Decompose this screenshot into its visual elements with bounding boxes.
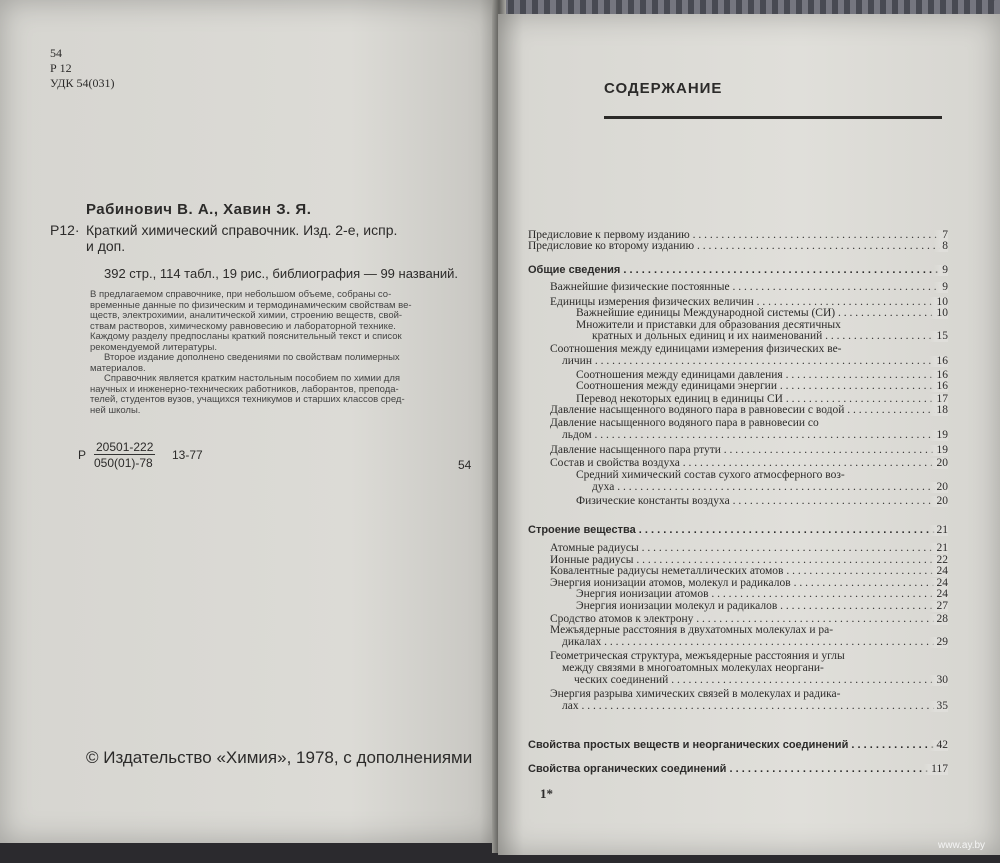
toc-entry-title: Множители и приставки для образования десятичных <box>576 320 841 331</box>
toc-entry-title: Строение вещества . . . <box>528 525 948 536</box>
toc-entry-title: Давление насыщенного водяного пара в равновесии со <box>550 418 819 429</box>
author-line: Рабинович В. А., Хавин З. Я. <box>86 201 312 218</box>
toc-entry-title: Общие сведения . . . <box>528 265 948 276</box>
toc-entry <box>550 543 948 555</box>
toc-entry-title: Соотношения между единицами энергии . . . <box>576 381 948 392</box>
toc-entry-page: 8 <box>934 241 948 252</box>
annotation-line: научных и инженерно-технических работников, лаборантов, препода- <box>90 383 399 395</box>
toc-entry <box>592 331 948 343</box>
toc-entry-title: Энергия ионизации атомов . . . <box>576 589 948 600</box>
toc-entry-title: Энергия ионизации атомов, молекул и радикалов . . . <box>550 578 948 589</box>
watermark: www.ay.by <box>938 840 986 851</box>
toc-entry-title: Сродство атомов к электрону . . . <box>550 614 948 625</box>
contents-heading: СОДЕРЖАНИЕ <box>604 80 723 97</box>
annotation-line: ней школы. <box>90 404 141 416</box>
toc-entry-page: 9 <box>934 282 948 293</box>
toc-entry-page: 29 <box>929 637 949 648</box>
meta-line-2: Р 12 <box>50 61 72 75</box>
toc-entry <box>562 637 948 649</box>
toc-entry <box>550 445 948 457</box>
toc-entry-title: личин . . . <box>562 356 948 367</box>
toc-entry <box>528 241 948 253</box>
toc-entry-page: 10 <box>929 308 949 319</box>
toc-entry-page: 7 <box>934 230 948 241</box>
toc-entry-page: 16 <box>929 370 949 381</box>
toc-entry-title: Свойства органических соединений . . . <box>528 764 948 775</box>
toc-entry-page: 30 <box>929 675 949 686</box>
toc-entry-page: 18 <box>929 405 949 416</box>
toc-entry <box>574 675 948 687</box>
annotation-line: ществ, электрохимии, аналитической химии, строению веществ, свой- <box>90 310 403 321</box>
toc-entry-title: лах . . . <box>562 701 941 712</box>
toc-entry <box>576 496 948 508</box>
toc-entry-title: Физические константы воздуха . . . <box>576 496 948 507</box>
annotation-line: временные данные по физическим и термодинамическим свойствам ве- <box>90 299 412 311</box>
toc-entry-page: 21 <box>929 525 949 536</box>
annotation-line: рекомендуемой литературы. <box>90 341 217 353</box>
code-suffix: 13-77 <box>172 448 203 462</box>
toc-entry <box>576 470 948 482</box>
toc-entry-page: 21 <box>929 543 949 554</box>
toc-entry-title: кратных и дольных единиц и их наименований . . . <box>592 331 948 342</box>
toc-entry-page: 20 <box>929 496 949 507</box>
annotation-line: Второе издание дополнено сведениями по свойствам полимерных <box>104 352 400 363</box>
toc-entry-page: 24 <box>929 578 949 589</box>
toc-entry <box>550 344 948 356</box>
annotation-line: материалов. <box>90 362 146 374</box>
toc-entry-title: льдом . . . <box>562 430 948 441</box>
toc-entry-title: Межъядерные расстояния в двухатомных молекулах и ра- <box>550 625 834 636</box>
toc-entry-title: Важнейшие единицы Международной системы (СИ) . . . <box>576 308 948 319</box>
meta-line-1: 54 <box>50 46 62 60</box>
toc-entry-page: 24 <box>929 566 949 577</box>
toc-entry <box>576 589 948 601</box>
toc-entry-page: 22 <box>929 555 949 566</box>
toc-entry-title: Ковалентные радиусы неметаллических атомов . . . <box>550 566 948 577</box>
toc-entry-title: Ионные радиусы . . . <box>550 555 948 566</box>
toc-entry-title: Предисловие ко второму изданию . . . <box>528 241 948 252</box>
meta-line-3: УДК 54(031) <box>50 76 115 90</box>
toc-entry-page: 20 <box>929 458 949 469</box>
toc-entry <box>562 701 948 713</box>
copyright-line: © Издательство «Химия», 1978, с дополнениями <box>86 748 473 767</box>
toc-entry-title: Состав и свойства воздуха . . . <box>550 458 948 469</box>
annotation-line: ствам растворов, химическому равновесию и лабораторной технике. <box>90 320 396 332</box>
toc-entry <box>550 689 948 701</box>
book-title-line-2: и доп. <box>86 238 126 254</box>
toc-entry <box>576 381 948 393</box>
toc-entry-page: 9 <box>934 265 948 276</box>
toc-entry-page: 24 <box>929 589 949 600</box>
toc-entry <box>550 282 948 294</box>
toc-entry-title: Давление насыщенного пара ртути . . . <box>550 445 948 456</box>
toc-entry-page: 15 <box>929 331 949 342</box>
toc-entry-title: Соотношения между единицами давления . . . <box>576 370 948 381</box>
code-letter: Р <box>78 448 87 462</box>
toc-entry-title: Геометрическая структура, межъядерные расстояния и углы <box>550 651 845 662</box>
toc-entry-title: Энергия разрыва химических связей в молекулах и радика- <box>550 689 841 700</box>
annotation-line: телей, студентов вузов, учащихся техникумов и старших классов сред- <box>90 394 405 405</box>
toc-entry <box>576 308 948 320</box>
toc-entry <box>550 405 948 417</box>
toc-entry-page: 28 <box>929 614 949 625</box>
toc-entry-title: Атомные радиусы . . . <box>550 543 948 554</box>
toc-entry <box>528 525 948 537</box>
toc-entry-page: 117 <box>923 764 948 775</box>
toc-entry <box>550 566 948 578</box>
toc-entry-title: ческих соединений . . . <box>574 675 948 686</box>
toc-entry-page: 27 <box>929 601 949 612</box>
book-specs: 392 стр., 114 табл., 19 рис., библиография — 99 названий. <box>104 266 459 281</box>
toc-entry <box>528 740 948 752</box>
code-right-number: 54 <box>458 458 472 472</box>
toc-entry <box>592 482 948 494</box>
book-title-line-1: Краткий химический справочник. Изд. 2-е, испр. <box>86 222 398 238</box>
toc-entry-title: Энергия ионизации молекул и радикалов . . . <box>576 601 948 612</box>
code-numerator: 20501-222 <box>96 440 154 454</box>
toc-entry <box>550 458 948 470</box>
left-page <box>0 0 500 843</box>
toc-entry <box>528 764 948 776</box>
toc-entry-title: духа . . . <box>592 482 948 493</box>
toc-entry-title: дикалах . . . <box>562 637 948 648</box>
toc-entry-page: 35 <box>929 701 949 712</box>
toc-entry-title: между связями в многоатомных молекулах неоргани- <box>562 663 824 674</box>
toc-entry-title: Средний химический состав сухого атмосферного воз- <box>576 470 845 481</box>
toc-entry <box>550 625 948 637</box>
annotation-line: Каждому разделу предпосланы краткий пояснительный текст и список <box>90 331 402 342</box>
toc-entry <box>562 356 948 368</box>
toc-entry <box>562 663 948 675</box>
call-number: Р12· <box>50 222 80 238</box>
annotation-line: Справочник является кратким настольным пособием по химии для <box>104 373 401 384</box>
toc-entry-page: 19 <box>929 445 949 456</box>
toc-entry <box>550 418 948 430</box>
toc-entry-title: Соотношения между единицами измерения физических ве- <box>550 344 842 355</box>
signature-mark: 1* <box>540 786 553 801</box>
toc-entry <box>576 601 948 613</box>
toc-entry <box>528 265 948 277</box>
toc-entry-page: 17 <box>929 394 949 405</box>
toc-entry-page: 16 <box>929 356 949 367</box>
toc-entry-title: Перевод некоторых единиц в единицы СИ . . . <box>576 394 948 405</box>
toc-entry <box>562 430 948 442</box>
toc-entry-title: Предисловие к первому изданию . . . <box>528 230 948 241</box>
toc-entry-title: Важнейшие физические постоянные . . . <box>550 282 948 293</box>
toc-entry-page: 19 <box>929 430 949 441</box>
toc-entry-page: 16 <box>929 381 949 392</box>
toc-entry-title: Единицы измерения физических величин . . . <box>550 297 948 308</box>
toc-entry-page: 10 <box>929 297 949 308</box>
toc-entry-page: 20 <box>929 482 949 493</box>
toc-entry-title: Давление насыщенного водяного пара в равновесии с водой . . . <box>550 405 948 416</box>
toc-entry <box>550 651 948 663</box>
heading-rule <box>604 116 942 119</box>
annotation-block <box>90 290 412 416</box>
annotation-line: В предлагаемом справочнике, при небольшом объеме, собраны со- <box>90 289 392 300</box>
code-denominator: 050(01)-78 <box>94 456 153 470</box>
toc-entry-title: Свойства простых веществ и неорганических соединений . . . <box>528 740 948 751</box>
toc-entry-page: 42 <box>929 740 949 751</box>
